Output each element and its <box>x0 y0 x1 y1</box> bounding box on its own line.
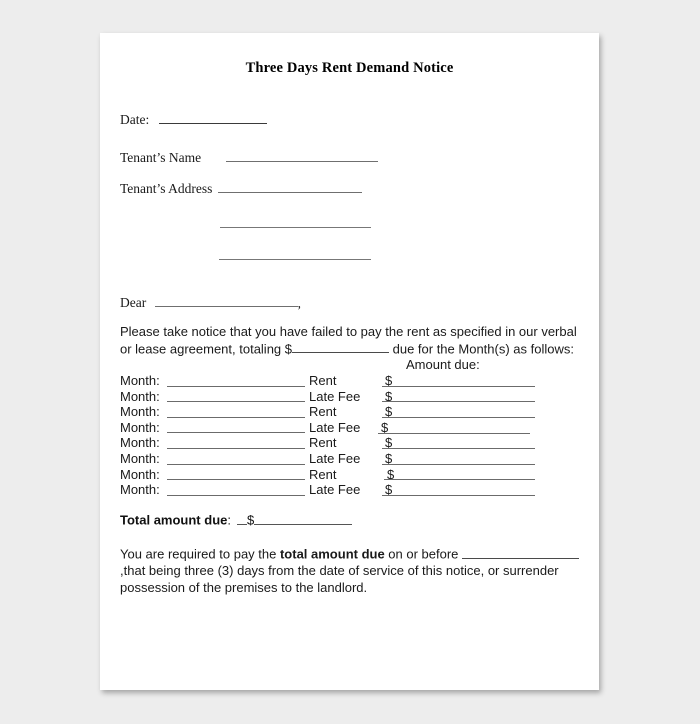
tenant-address-input-line-3[interactable] <box>219 259 371 260</box>
total-amount-due-colon: : <box>227 512 231 528</box>
tenant-name-input[interactable] <box>226 150 378 162</box>
notice-paragraph-text-part-2: due for the Month(s) as follows: <box>389 341 574 357</box>
table-row <box>120 482 580 498</box>
month-input[interactable] <box>167 401 305 402</box>
dollar-sign: $ <box>385 482 393 498</box>
closing-text-part-1: You are required to pay the <box>120 546 280 562</box>
page-title: Three Days Rent Demand Notice <box>245 60 454 76</box>
amount-input[interactable] <box>382 417 535 418</box>
closing-paragraph <box>120 546 582 596</box>
total-dollar-sign: $ <box>247 512 255 528</box>
month-label: Month: <box>120 404 160 420</box>
charge-kind-label: Late Fee <box>309 450 361 466</box>
month-input[interactable] <box>167 386 305 387</box>
amount-input[interactable] <box>382 495 535 496</box>
document-page <box>100 33 599 690</box>
month-input[interactable] <box>167 417 305 418</box>
table-row <box>120 467 580 483</box>
table-row <box>120 389 580 405</box>
month-input[interactable] <box>167 479 305 480</box>
amount-input[interactable] <box>384 479 535 480</box>
salutation-row <box>120 295 301 311</box>
date-label: Date: <box>120 112 150 128</box>
tenant-address-input-line-2[interactable] <box>220 227 371 228</box>
month-amount-table <box>120 373 580 498</box>
date-field-row <box>120 112 267 128</box>
salutation-label: Dear <box>120 295 147 311</box>
salutation-comma: , <box>297 295 301 311</box>
pay-by-date-input[interactable] <box>462 546 579 559</box>
amount-input[interactable] <box>382 448 535 449</box>
date-input[interactable] <box>159 112 267 124</box>
totaling-amount-input[interactable] <box>292 341 389 354</box>
table-row <box>120 451 580 467</box>
dollar-sign: $ <box>381 419 389 435</box>
month-label: Month: <box>120 388 160 404</box>
month-input[interactable] <box>167 448 305 449</box>
charge-kind-label: Rent <box>309 373 337 388</box>
amount-input[interactable] <box>382 464 535 465</box>
table-row <box>120 404 580 420</box>
table-row <box>120 420 580 436</box>
tenant-name-row <box>120 150 378 166</box>
total-amount-due-label: Total amount due <box>120 512 228 528</box>
notice-paragraph-text-part-1: Please take notice that you have failed to pay the rent as specified in our verbal or lease agreement, totaling $ <box>120 324 577 357</box>
charge-kind-label: Late Fee <box>309 482 361 498</box>
dollar-sign: $ <box>385 435 393 451</box>
closing-text-comma: , <box>120 563 124 579</box>
closing-text-bold: total amount due <box>279 546 385 562</box>
dollar-sign: $ <box>385 388 393 404</box>
closing-text-part-4: that being three (3) days from the date of service of this notice, or surrender possession of the premises to the landlord. <box>120 563 559 595</box>
month-label: Month: <box>120 373 160 388</box>
charge-kind-label: Late Fee <box>309 388 361 404</box>
month-label: Month: <box>120 419 160 435</box>
dollar-sign: $ <box>385 373 393 388</box>
amount-input[interactable] <box>378 433 530 434</box>
total-amount-due-row <box>120 512 352 528</box>
month-input[interactable] <box>167 464 305 465</box>
dollar-sign: $ <box>387 466 395 482</box>
dollar-sign: $ <box>385 450 393 466</box>
table-row <box>120 373 580 389</box>
notice-paragraph <box>120 324 582 358</box>
amount-input[interactable] <box>382 401 535 402</box>
tenant-name-label: Tenant’s Name <box>120 150 202 166</box>
amount-input[interactable] <box>382 386 535 387</box>
dollar-sign: $ <box>385 404 393 420</box>
charge-kind-label: Rent <box>309 435 337 451</box>
tenant-address-label: Tenant’s Address <box>120 181 213 197</box>
total-amount-due-input[interactable] <box>254 512 352 525</box>
tenant-address-input-line-1[interactable] <box>218 181 362 193</box>
month-label: Month: <box>120 482 160 498</box>
closing-text-part-2: on or before <box>384 546 463 562</box>
month-label: Month: <box>120 450 160 466</box>
salutation-input[interactable] <box>155 295 298 307</box>
month-input[interactable] <box>167 432 305 433</box>
tenant-address-row <box>120 181 362 197</box>
table-row <box>120 435 580 451</box>
charge-kind-label: Rent <box>309 466 337 482</box>
month-input[interactable] <box>167 495 305 496</box>
charge-kind-label: Late Fee <box>309 419 361 435</box>
month-label: Month: <box>120 435 160 451</box>
month-label: Month: <box>120 466 160 482</box>
charge-kind-label: Rent <box>309 404 337 420</box>
amount-due-heading: Amount due: <box>406 357 480 372</box>
